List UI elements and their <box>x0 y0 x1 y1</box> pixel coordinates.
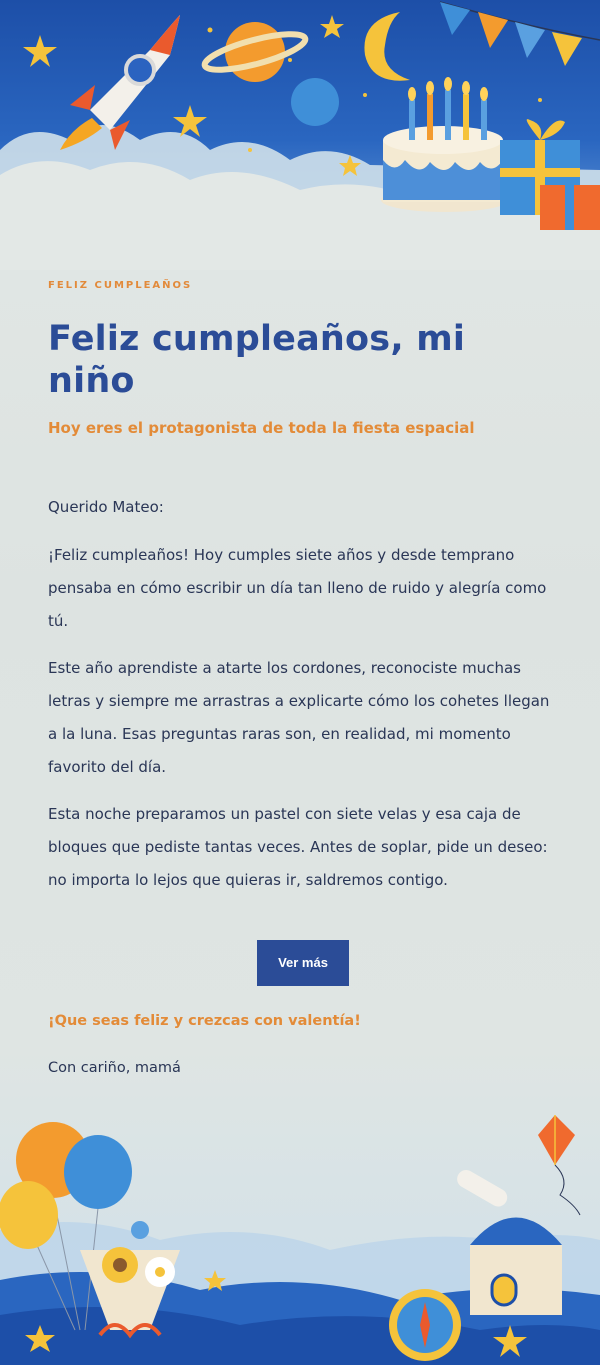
compass-icon <box>389 1289 461 1361</box>
paragraph-3: Esta noche preparamos un pastel con siete velas y esa caja de bloques que pediste tantas veces. Antes de soplar, pide un deseo: no importa lo lejos que quieras ir, saldremos contigo. <box>48 805 548 889</box>
space-party-footer-illustration <box>0 1090 600 1365</box>
blue-planet-icon <box>291 78 339 126</box>
paragraph-2: Este año aprendiste a atarte los cordones, reconociste muchas letras y siempre me arrastras a explicarte cómo los cohetes llegan a la luna. Esas preguntas raras son, en realidad, mi momento favorito del día. <box>48 659 550 776</box>
wish-line: ¡Que seas feliz y crezcas con valentía! <box>48 1013 361 1029</box>
subtitle: Hoy eres el protagonista de toda la fiesta espacial <box>48 419 475 437</box>
see-more-button[interactable]: Ver más <box>257 940 349 986</box>
kicker-label: FELIZ CUMPLEAÑOS <box>48 280 193 291</box>
page-title: Feliz cumpleaños, mi niño <box>48 319 466 401</box>
signature: Con cariño, mamá <box>48 1060 181 1076</box>
space-party-header-illustration <box>0 0 600 270</box>
kite-icon <box>538 1115 580 1215</box>
letter-content <box>48 280 558 1076</box>
cta-container <box>48 940 558 986</box>
greeting: Querido Mateo: <box>48 498 164 516</box>
paragraph-1: ¡Feliz cumpleaños! Hoy cumples siete años y desde temprano pensaba en cómo escribir un día tan lleno de ruido y alegría como tú. <box>48 546 547 630</box>
